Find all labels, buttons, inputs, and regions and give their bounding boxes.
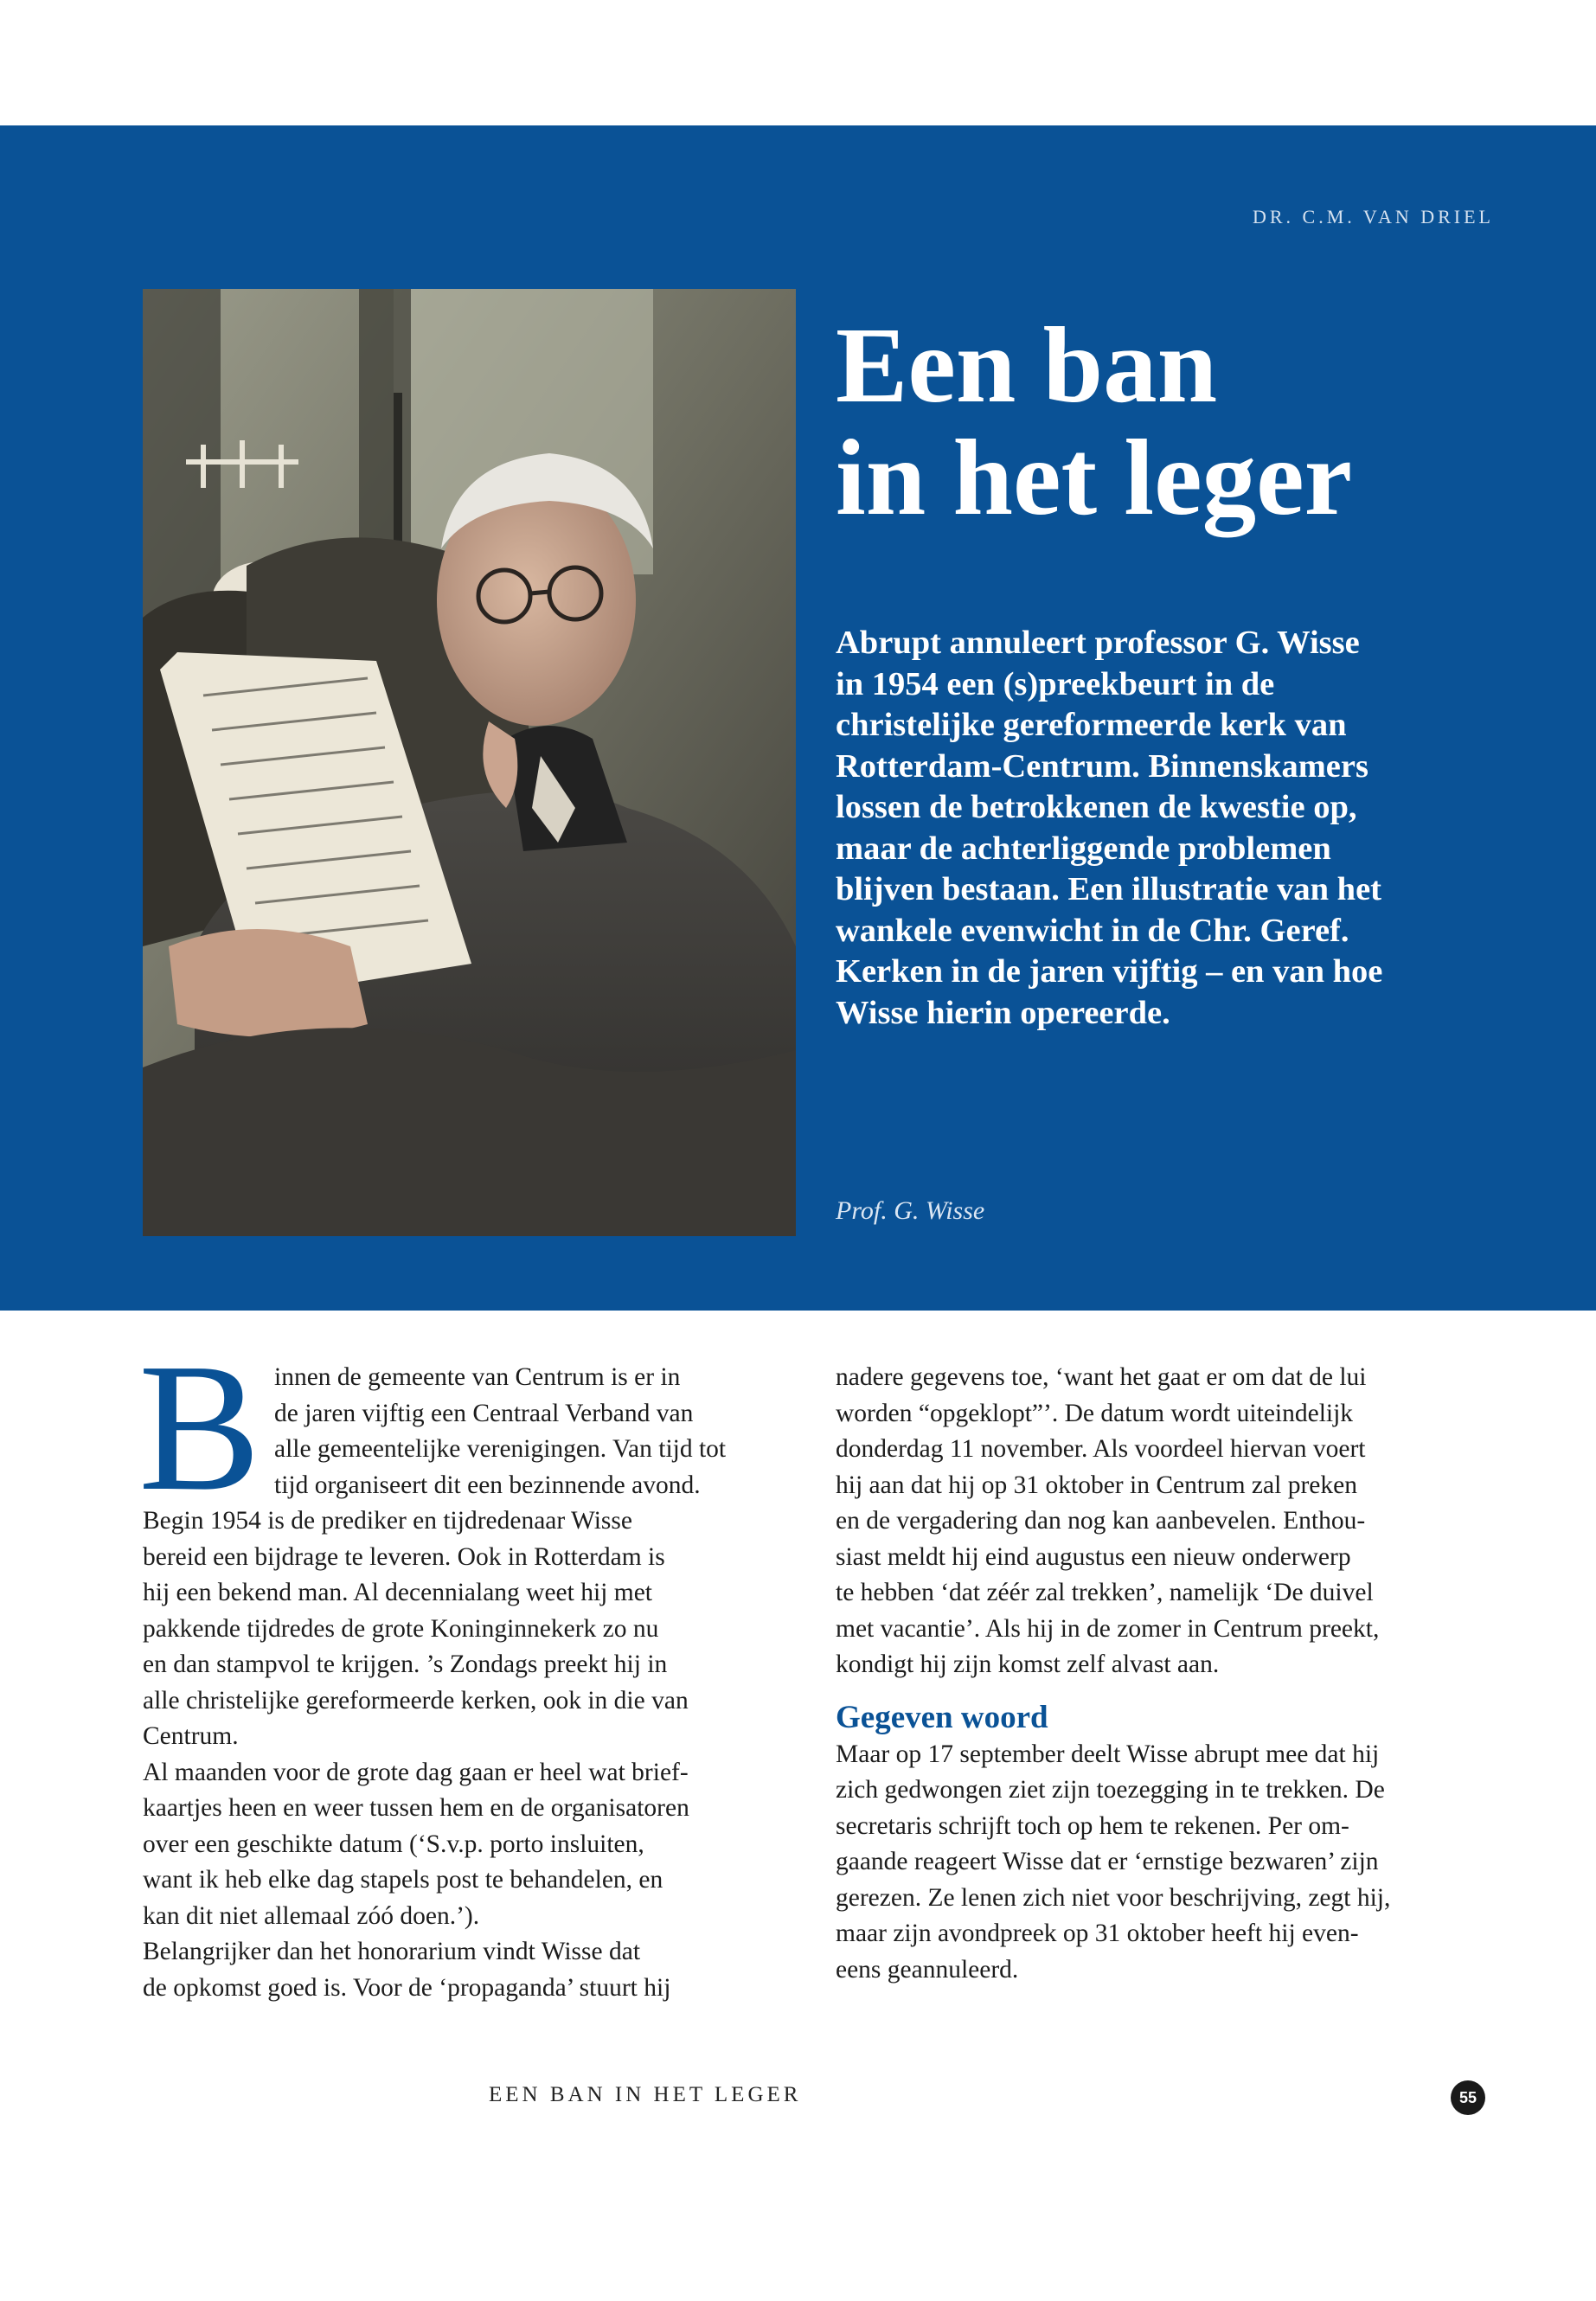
- lead-line: in 1954 een (s)preekbeurt in de: [836, 665, 1275, 702]
- article-title: [836, 306, 1353, 538]
- body-line: over een geschikte datum (‘S.v.p. porto insluiten,: [143, 1830, 644, 1858]
- body-line: gerezen. Ze lenen zich niet voor beschrijving, zegt hij,: [836, 1883, 1391, 1912]
- article-title-line: Een ban: [836, 306, 1218, 426]
- body-line: zich gedwongen ziet zijn toezegging in te trekken. De: [836, 1776, 1385, 1804]
- body-line: nadere gegevens toe, ‘want het gaat er om dat de lui: [836, 1363, 1367, 1391]
- photo-caption: Prof. G. Wisse: [836, 1196, 985, 1225]
- lead-line: Abrupt annuleert professor G. Wisse: [836, 625, 1360, 661]
- body-column-right: [836, 1360, 1493, 1988]
- body-line: innen de gemeente van Centrum is er in: [274, 1363, 681, 1391]
- portrait-photo: [143, 289, 796, 1236]
- lead-line: lossen de betrokkenen de kwestie op,: [836, 789, 1357, 825]
- article-lead: [836, 623, 1506, 1034]
- body-line: gaande reageert Wisse dat er ‘ernstige bezwaren’ zijn: [836, 1848, 1379, 1875]
- lead-line: Rotterdam-Centrum. Binnenskamers: [836, 747, 1368, 785]
- section-subheading: Gegeven woord: [836, 1699, 1048, 1735]
- body-line: secretaris schrijft toch op hem te rekenen. Per om-: [836, 1811, 1349, 1840]
- body-line: Al maanden voor de grote dag gaan er heel wat brief-: [143, 1758, 689, 1786]
- body-line: en dan stampvol te krijgen. ’s Zondags preekt hij in: [143, 1650, 668, 1678]
- body-line: alle christelijke gereformeerde kerken, ook in die van: [143, 1686, 689, 1715]
- body-line: eens geannuleerd.: [836, 1955, 1019, 1984]
- body-line: tijd organiseert dit een bezinnende avond.: [274, 1471, 701, 1499]
- body-column-left: [143, 1360, 800, 2006]
- body-line: kan dit niet allemaal zóó doen.’).: [143, 1901, 480, 1930]
- author-byline: DR. C.M. VAN DRIEL: [1253, 206, 1494, 228]
- body-line: pakkende tijdredes de grote Koninginnekerk zo nu: [143, 1614, 659, 1643]
- body-line: siast meldt hij eind augustus een nieuw onderwerp: [836, 1542, 1351, 1571]
- body-line: kaartjes heen en weer tussen hem en de organisatoren: [143, 1794, 689, 1822]
- body-line: en de vergadering dan nog kan aanbevelen. Enthou-: [836, 1507, 1366, 1535]
- body-line: hij aan dat hij op 31 oktober in Centrum zal preken: [836, 1471, 1357, 1499]
- body-line: alle gemeentelijke verenigingen. Van tijd tot: [274, 1435, 727, 1463]
- body-line: worden “opgeklopt”’. De datum wordt uiteindelijk: [836, 1399, 1354, 1427]
- body-line: hij een bekend man. Al decennialang weet hij met: [143, 1579, 652, 1606]
- body-line: Begin 1954 is de prediker en tijdredenaar Wisse: [143, 1507, 632, 1535]
- page-number-badge: 55: [1451, 2080, 1485, 2115]
- body-line: te hebben ‘dat zéér zal trekken’, namelijk ‘De duivel: [836, 1579, 1374, 1606]
- body-line: maar zijn avondpreek op 31 oktober heeft hij even-: [836, 1920, 1359, 1947]
- body-line: met vacantie’. Als hij in de zomer in Centrum preekt,: [836, 1614, 1380, 1643]
- body-line: donderdag 11 november. Als voordeel hiervan voert: [836, 1435, 1366, 1463]
- lead-line: christelijke gereformeerde kerk van: [836, 707, 1347, 743]
- lead-line: maar de achterliggende problemen: [836, 830, 1331, 867]
- lead-line: wankele evenwicht in de Chr. Geref.: [836, 912, 1349, 949]
- body-line: want ik heb elke dag stapels post te behandelen, en: [143, 1866, 663, 1894]
- article-title-line: in het leger: [836, 419, 1353, 538]
- lead-line: Kerken in de jaren vijftig – en van hoe: [836, 953, 1383, 990]
- lead-line: blijven bestaan. Een illustratie van het: [836, 871, 1382, 907]
- body-line: Belangrijker dan het honorarium vindt Wisse dat: [143, 1938, 641, 1965]
- body-line: Maar op 17 september deelt Wisse abrupt mee dat hij: [836, 1740, 1380, 1768]
- running-footer-title: EEN BAN IN HET LEGER: [489, 2083, 802, 2106]
- body-line: Centrum.: [143, 1722, 239, 1750]
- body-line: de opkomst goed is. Voor de ‘propaganda’ stuurt hij: [143, 1973, 671, 2002]
- portrait-illustration: [143, 289, 796, 1236]
- body-line: bereid een bijdrage te leveren. Ook in Rotterdam is: [143, 1542, 665, 1571]
- lead-line: Wisse hierin opereerde.: [836, 994, 1170, 1031]
- body-line: kondigt hij zijn komst zelf alvast aan.: [836, 1650, 1220, 1678]
- drop-cap: B: [138, 1325, 261, 1529]
- body-line: de jaren vijftig een Centraal Verband van: [274, 1399, 694, 1427]
